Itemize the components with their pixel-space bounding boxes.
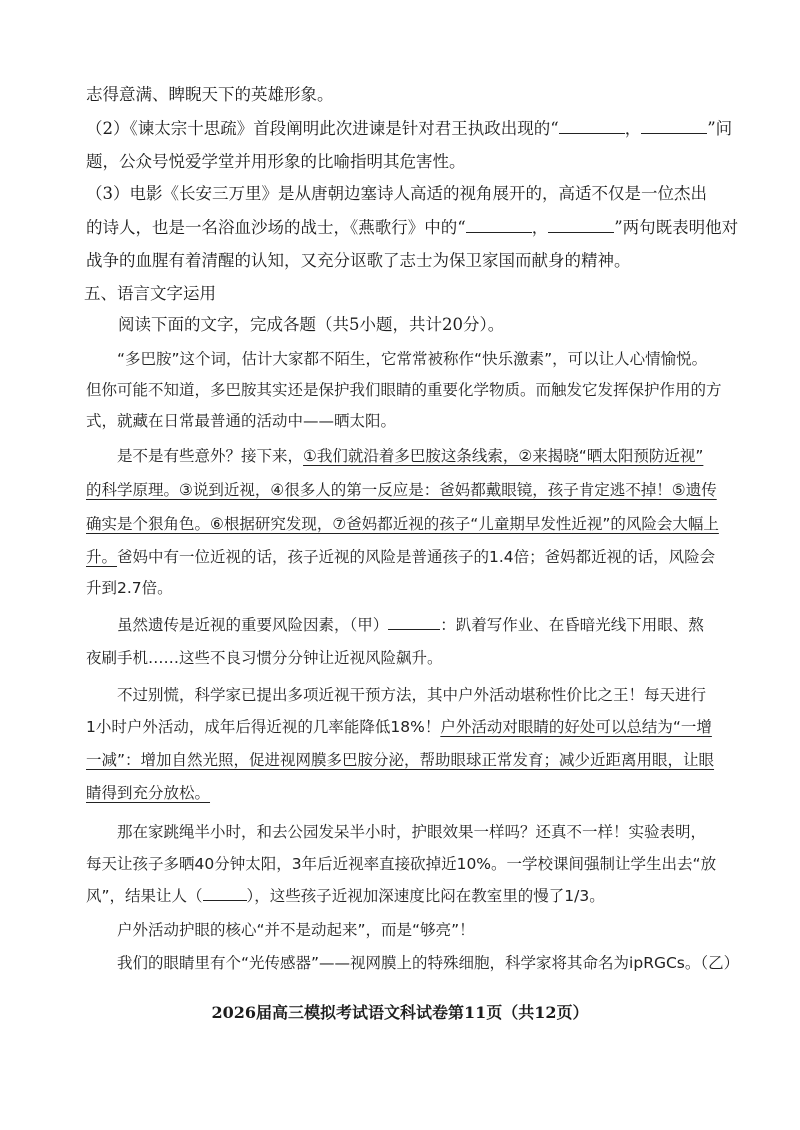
- question-3-line-3: [86, 250, 720, 272]
- text-span: ），这些孩子近视加深速度比闷在教室里的慢了1/3。: [246, 887, 605, 905]
- passage-line: [86, 647, 720, 669]
- answer-blank-jia[interactable]: [388, 615, 440, 630]
- answer-blank[interactable]: [641, 119, 707, 134]
- text-span: 战争的血腥有着清醒的认知，又充分讴歌了志士为保卫家国而献身的精神。: [86, 251, 631, 270]
- text-line: [86, 84, 720, 106]
- underlined-sentence: ①我们就沿着多巴胺这条线索，②来揭晓“晒太阳预防近视”: [303, 447, 704, 465]
- text-span: 的诗人，也是一名浴血沙场的战士，《燕歌行》中的“: [86, 218, 466, 237]
- page-footer: 2026届高三模拟考试语文科试卷第11页（共12页）: [211, 1003, 589, 1022]
- text-span: 是不是有些意外？接下来，: [117, 447, 304, 465]
- text-span: （3）电影《长安三万里》是从唐朝边塞诗人高适的视角展开的，高适不仅是一位杰出: [86, 184, 707, 203]
- passage-line: [117, 684, 720, 706]
- passage-line: [117, 445, 720, 467]
- section-heading: [84, 283, 720, 305]
- passage-line: [86, 513, 720, 535]
- text-span: 阅读下面的文字，完成各题（共5小题，共计20分）。: [118, 315, 505, 334]
- text-span: “多巴胺”这个词，估计大家都不陌生，它常常被称作“快乐激素”，可以让人心情愉悦。: [117, 350, 708, 368]
- passage-line: [117, 348, 720, 370]
- answer-blank[interactable]: [548, 218, 614, 233]
- question-2-line-2: [86, 151, 720, 173]
- text-span: ”两句既表明他对: [614, 218, 739, 237]
- text-span: ”问: [707, 119, 733, 138]
- passage-line: [86, 410, 720, 432]
- text-span: （2）《谏太宗十思疏》首段阐明此次进谏是针对君王执政出现的“: [86, 119, 559, 138]
- text-span: 1小时户外活动，成年后得近视的几率能降低18%！: [86, 718, 441, 736]
- answer-blank[interactable]: [466, 218, 532, 233]
- underlined-sentence: 户外活动对眼睛的好处可以总结为“一增: [440, 718, 712, 736]
- text-span: ，: [531, 218, 549, 237]
- text-span: 五、语言文字运用: [84, 284, 216, 303]
- text-span: 志得意满、睥睨天下的英雄形象。: [86, 85, 334, 104]
- passage-line: [86, 853, 720, 875]
- underlined-sentence: 确实是个狠角色。⑥根据研究发现，⑦爸妈都近视的孩子“儿童期早发性近视”的风险会大幅上: [86, 515, 719, 533]
- text-span: 虽然遗传是近视的重要风险因素，（甲）: [117, 616, 389, 634]
- answer-blank[interactable]: [559, 119, 625, 134]
- text-span: 那在家跳绳半小时，和去公园发呆半小时，护眼效果一样吗？还真不一样！实验表明，: [117, 823, 707, 841]
- underlined-sentence: 一减”：增加自然光照，促进视网膜多巴胺分泌，帮助眼球正常发育；减少近距离用眼，让眼: [86, 751, 715, 769]
- text-span: 但你可能不知道，多巴胺其实还是保护我们眼睛的重要化学物质。而触发它发挥保护作用的方: [86, 381, 722, 399]
- underlined-sentence: 升。: [86, 548, 118, 566]
- section-instructions: [118, 314, 720, 336]
- question-3-line-2: [86, 217, 739, 239]
- text-span: ：趴着写作业、在昏暗光线下用眼、熬: [440, 616, 704, 634]
- answer-blank-paren[interactable]: [203, 886, 247, 901]
- passage-line: [117, 614, 720, 636]
- text-span: 爸妈中有一位近视的话，孩子近视的风险是普通孩子的1.4倍；爸妈都近视的话，风险会: [117, 548, 716, 566]
- passage-line: [117, 821, 720, 843]
- passage-line: [86, 546, 720, 568]
- passage-line: [86, 782, 720, 804]
- passage-line: [117, 919, 720, 941]
- text-span: 题，公众号悦爱学堂并用形象的比喻指明其危害性。: [86, 152, 466, 171]
- text-span: 不过别慌，科学家已提出多项近视干预方法，其中户外活动堪称性价比之王！每天进行: [117, 686, 707, 704]
- passage-line: [86, 577, 720, 599]
- passage-line: [86, 379, 720, 401]
- passage-line: [86, 885, 720, 907]
- text-span: 每天让孩子多晒40分钟太阳，3年后近视率直接砍掉近10%。一学校课间强制让学生出去“放: [86, 855, 717, 873]
- text-span: 夜刷手机……这些不良习惯分分钟让近视风险飙升。: [86, 649, 443, 667]
- underlined-sentence: 睛得到充分放松。: [86, 784, 211, 802]
- question-2-line-1: [86, 118, 733, 140]
- text-span: 式，就藏在日常最普通的活动中——晒太阳。: [86, 412, 397, 430]
- text-span: 户外活动护眼的核心“并不是动起来”，而是“够亮”！: [117, 921, 475, 939]
- text-span: 风”，结果让人（: [86, 887, 203, 905]
- text-span: ，: [624, 119, 642, 138]
- passage-line: [86, 716, 720, 738]
- question-3-line-1: [86, 183, 720, 205]
- text-span: 我们的眼睛里有个“光传感器”——视网膜上的特殊细胞，科学家将其命名为ipRGCs。（乙）: [117, 954, 740, 972]
- passage-line: [86, 749, 720, 771]
- passage-line: [86, 479, 720, 501]
- text-span: 升到2.7倍。: [86, 579, 173, 597]
- underlined-sentence: 的科学原理。③说到近视，④很多人的第一反应是：爸妈都戴眼镜，孩子肯定逃不掉！⑤遗传: [86, 481, 717, 499]
- passage-line: [117, 952, 740, 974]
